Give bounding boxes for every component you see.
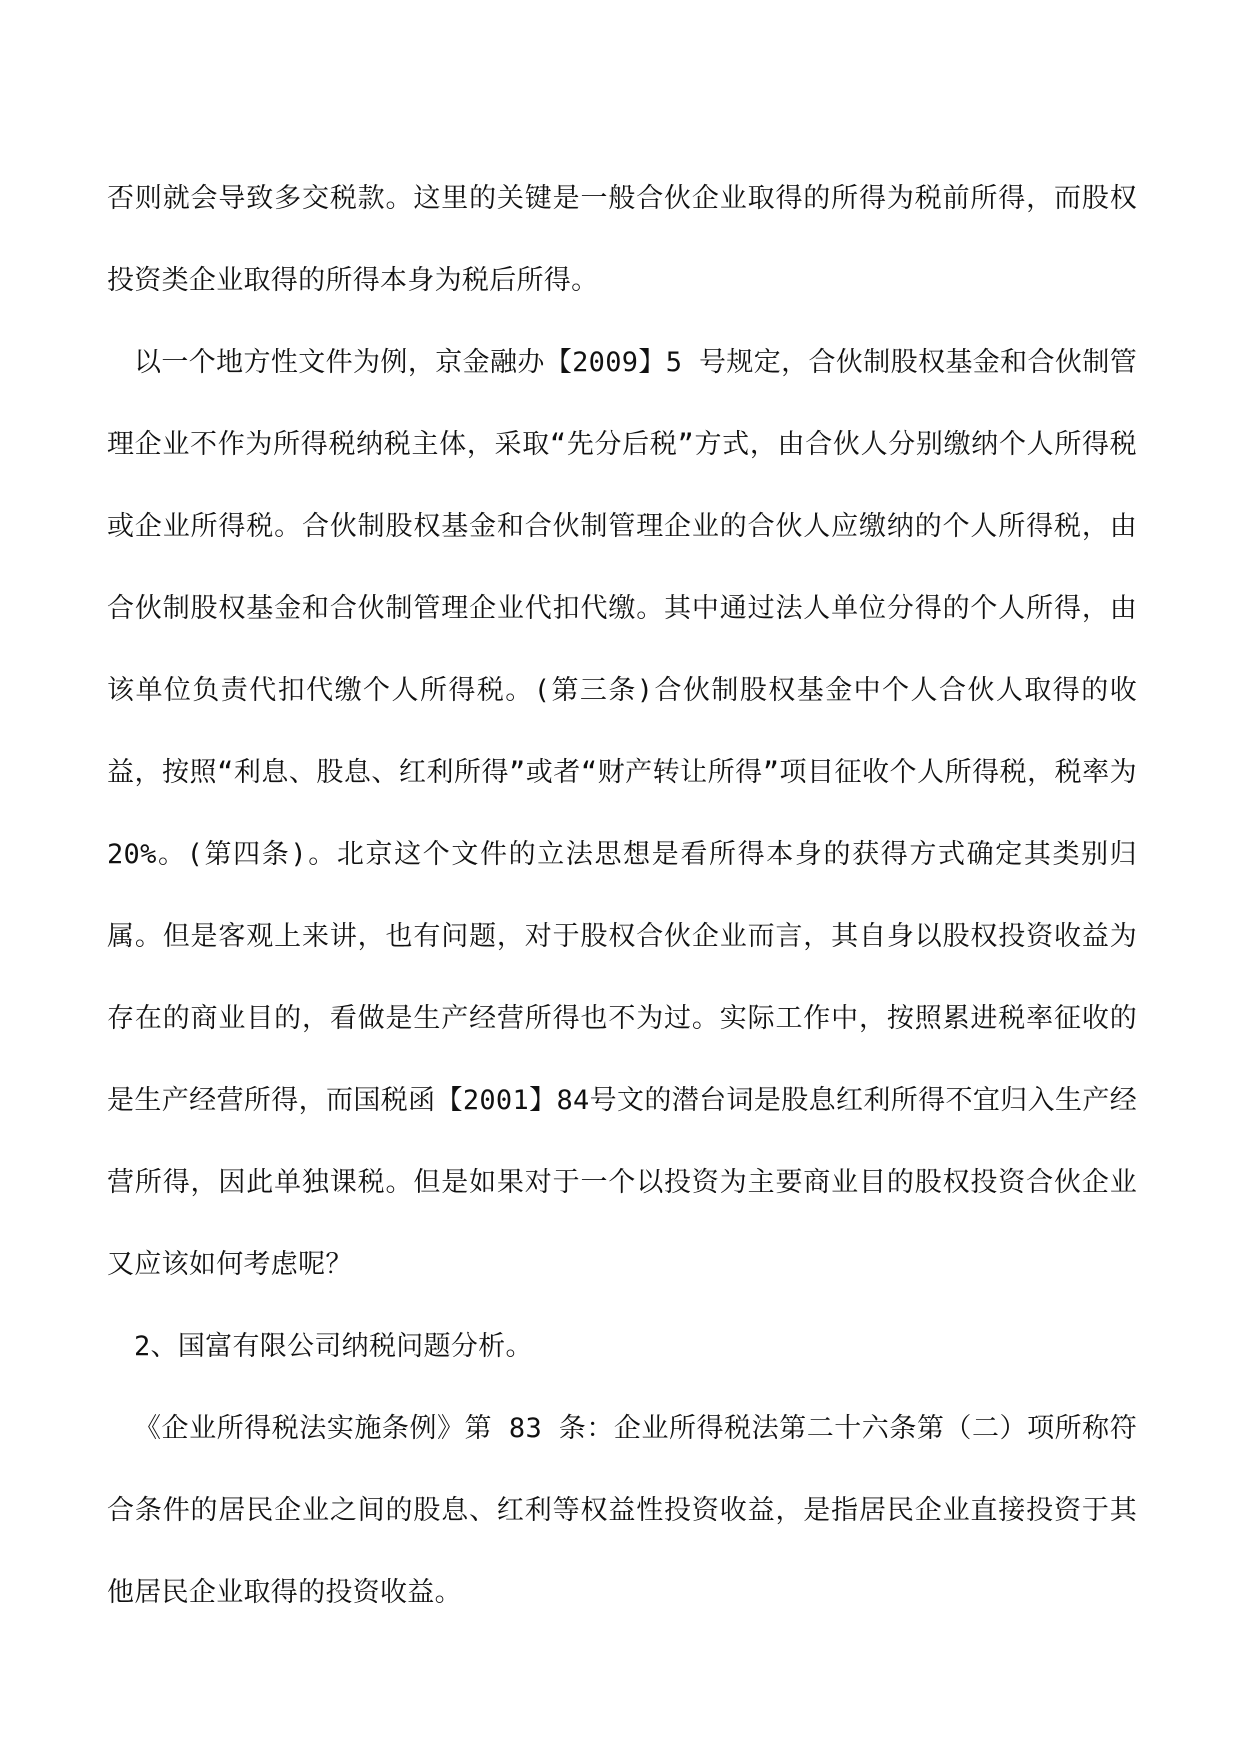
paragraph-tax-law-article: 《企业所得税法实施条例》第 83 条：企业所得税法第二十六条第（二）项所称符合条件的居民企业之间的股息、红利等权益性投资收益，是指居民企业直接投资于其他居民企业取得的投资收益。 <box>107 1413 1137 1608</box>
paragraph-local-regulation: 以一个地方性文件为例，京金融办【2009】5 号规定，合伙制股权基金和合伙制管理企业不作为所得税纳税主体，采取“先分后税”方式，由合伙人分别缴纳个人所得税或企业所得税。合伙制股权基金和合伙制管理企业的合伙人应缴纳的个人所得税，由合伙制股权基金和合伙制管理企业代扣代缴。其中通过法人单位分得的个人所得，由该单位负责代扣代缴个人所得税。(第三条)合伙制股权基金中个人合伙人取得的收益，按照“利息、股息、红利所得”或者“财产转让所得”项目征收个人所得税，税率为 20%。(第四条)。北京这个文件的立法思想是看所得本身的获得方式确定其类别归属。但是客观上来讲，也有问题，对于股权合伙企业而言，其自身以股权投资收益为存在的商业目的，看做是生产经营所得也不为过。实际工作中，按照累进税率征收的是生产经营所得，而国税函【2001】84号文的潜台词是股息红利所得不宜归入生产经营所得，因此单独课税。但是如果对于一个以投资为主要商业目的股权投资合伙企业又应该如何考虑呢？ <box>107 347 1137 1280</box>
paragraph-section-heading: 2、国富有限公司纳税问题分析。 <box>134 1331 533 1362</box>
paragraph-continuation: 否则就会导致多交税款。这里的关键是一般合伙企业取得的所得为税前所得，而股权投资类企业取得的所得本身为税后所得。 <box>107 183 1137 296</box>
document-body <box>107 158 1137 1634</box>
